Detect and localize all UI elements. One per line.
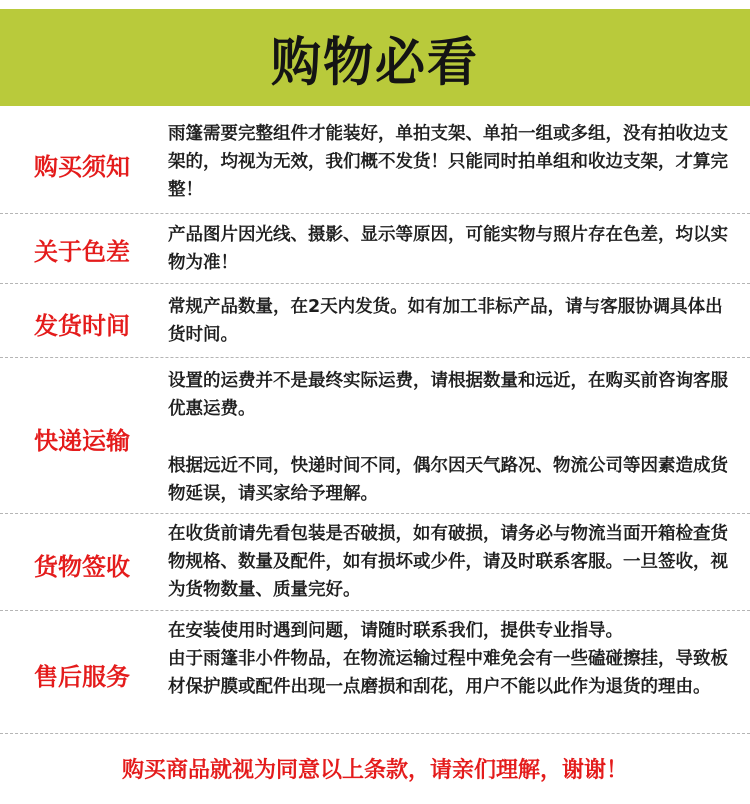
section-goods-receipt	[0, 514, 750, 611]
section-paragraph: 根据远近不同，快递时间不同，偶尔因天气路况、物流公司等因素造成货物延误，请买家给予理解。	[168, 456, 728, 504]
section-paragraph: 设置的运费并不是最终实际运费，请根据数量和远近，在购买前咨询客服优惠运费。	[168, 371, 728, 419]
section-body	[168, 120, 738, 204]
section-paragraph: 由于雨篷非小件物品，在物流运输过程中难免会有一些磕碰擦挂，导致板材保护膜或配件出现一点磨损和刮花，用户不能以此作为退货的理由。	[168, 649, 728, 697]
header-banner	[0, 9, 750, 106]
section-label: 货物签收	[34, 553, 130, 581]
section-paragraph: 在安装使用时遇到问题，请随时联系我们，提供专业指导。	[168, 621, 623, 641]
footer-notice: 购买商品就视为同意以上条款，请亲们理解，谢谢！	[121, 758, 628, 783]
section-paragraph: 产品图片因光线、摄影、显示等原因，可能实物与照片存在色差，均以实物为准！	[168, 225, 728, 273]
section-after-sales	[0, 611, 750, 734]
section-body	[168, 293, 738, 349]
section-paragraph: 雨篷需要完整组件才能装好，单拍支架、单拍一组或多组，没有拍收边支架的，均视为无效，我们概不发货！只能同时拍单组和收边支架，才算完整！	[168, 124, 728, 200]
section-paragraph: 在收货前请先看包装是否破损，如有破损，请务必与物流当面开箱检查货物规格、数量及配件，如有损坏或少件，请及时联系客服。一旦签收，视为货物数量、质量完好。	[168, 524, 728, 600]
section-body	[168, 221, 738, 277]
section-label: 购买须知	[34, 153, 130, 181]
section-body	[168, 520, 738, 604]
section-label: 快递运输	[34, 427, 130, 455]
page-title: 购物必看	[271, 31, 479, 93]
section-label: 售后服务	[34, 663, 130, 691]
section-label: 关于色差	[34, 238, 130, 266]
section-shipping-time	[0, 284, 750, 358]
section-body	[168, 617, 738, 701]
section-purchase-notice	[0, 112, 750, 214]
section-body	[168, 367, 738, 508]
section-color-difference	[0, 214, 750, 284]
section-paragraph: 常规产品数量，在2天内发货。如有加工非标产品，请与客服协调具体出货时间。	[168, 297, 723, 345]
section-courier-transport	[0, 358, 750, 514]
section-label: 发货时间	[34, 312, 130, 340]
